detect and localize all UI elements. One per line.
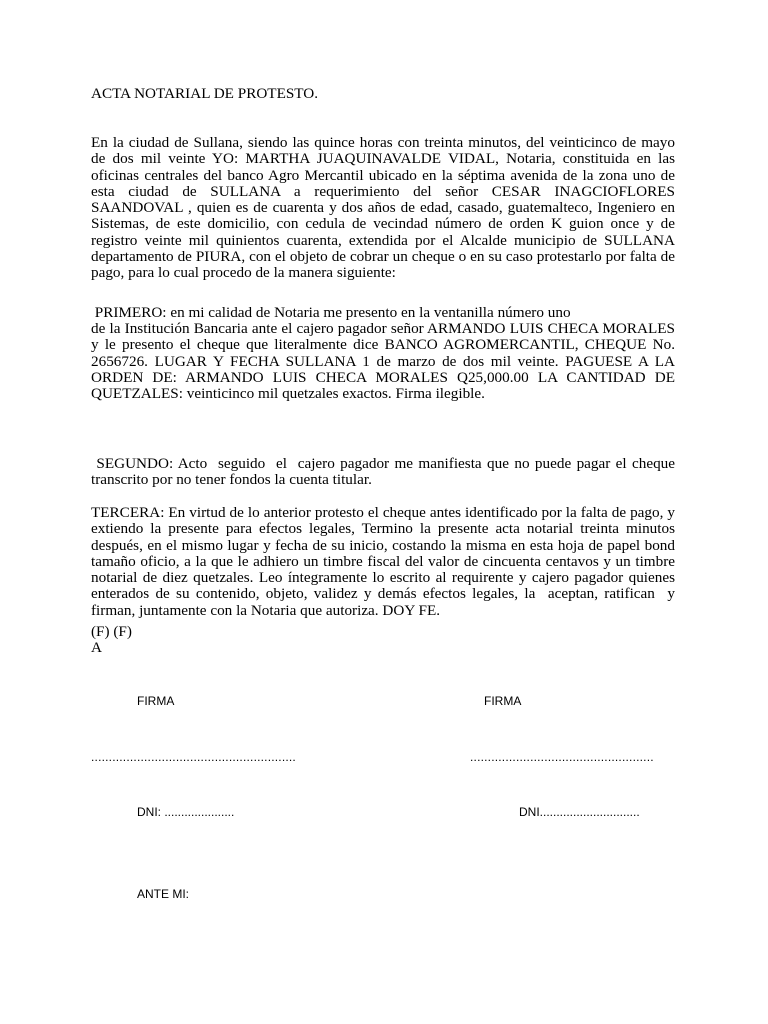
left-signature-label: FIRMA (137, 694, 175, 708)
left-signature-line: .......................................................... (91, 750, 296, 764)
ff-marks: (F) (F) (91, 623, 132, 640)
tercera-paragraph: TERCERA: En virtud de lo anterior protesto el cheque antes identificado por la falta de pago, y extiendo la presente para efectos legales, Termino la presente acta notarial treinta minutos después, en el mismo lugar y fecha de su inicio, costando la misma en esta hoja de papel bond tamaño oficio, a la que le adhiero un timbre fiscal del valor de cincuenta centavos y un timbre notarial de diez quetzales. Leo íntegramente lo escrito al requirente y cajero pagador quienes enterados de su contenido, objeto, validez y demás efectos legales, la aceptan, ratifican y firman, juntamente con la Notaria que autoriza. DOY FE. (91, 504, 683, 619)
document-title: ACTA NOTARIAL DE PROTESTO. (91, 85, 319, 102)
right-dni-field: DNI.............................. (519, 805, 640, 819)
right-signature-line: .................................................... (470, 750, 654, 764)
right-signature-label: FIRMA (484, 694, 522, 708)
left-dni-field: DNI: ..................... (137, 805, 235, 819)
ante-mi-label: ANTE MI: (137, 887, 190, 901)
intro-paragraph: En la ciudad de Sullana, siendo las quince horas con treinta minutos, del veinticinco de mayo de dos mil veinte YO: MARTHA JUAQUINAVALDE VIDAL, Notaria, constituida en las oficinas centrales del banco Agro Mercantil ubicado en la séptima avenida de la zona uno de esta ciudad de SULLANA a requerimiento del señor CESAR INAGCIOFLORES SAANDOVAL , quien es de cuarenta y dos años de edad, casado, guatemalteco, Ingeniero en Sistemas, de este domicilio, con cedula de vecindad número de orden K guion once y de registro veinte mil quinientos cuarenta, extendida por el Alcalde municipio de SULLANA departamento de PIURA, con el objeto de cobrar un cheque o en su caso protestarlo por falta de pago, para lo cual procedo de la manera siguiente: (91, 134, 675, 282)
closing-letter: A (91, 639, 102, 656)
primero-paragraph: de la Institución Bancaria ante el cajero pagador señor ARMANDO LUIS CHECA MORALES y le presento el cheque que literalmente dice BANCO AGROMERCANTIL, CHEQUE No. 2656726. LUGAR Y FECHA SULLANA 1 de marzo de dos mil veinte. PAGUESE A LA ORDEN DE: ARMANDO LUIS CHECA MORALES Q25,000.00 LA CANTIDAD DE QUETZALES: veinticinco mil quetzales exactos. Firma ilegible. (91, 320, 675, 403)
segundo-paragraph: SEGUNDO: Acto seguido el cajero pagador me manifiesta que no puede pagar el cheque transcrito por no tener fondos la cuenta titular. (91, 455, 679, 489)
primero-first-line: PRIMERO: en mi calidad de Notaria me presento en la ventanilla número uno (91, 304, 571, 321)
